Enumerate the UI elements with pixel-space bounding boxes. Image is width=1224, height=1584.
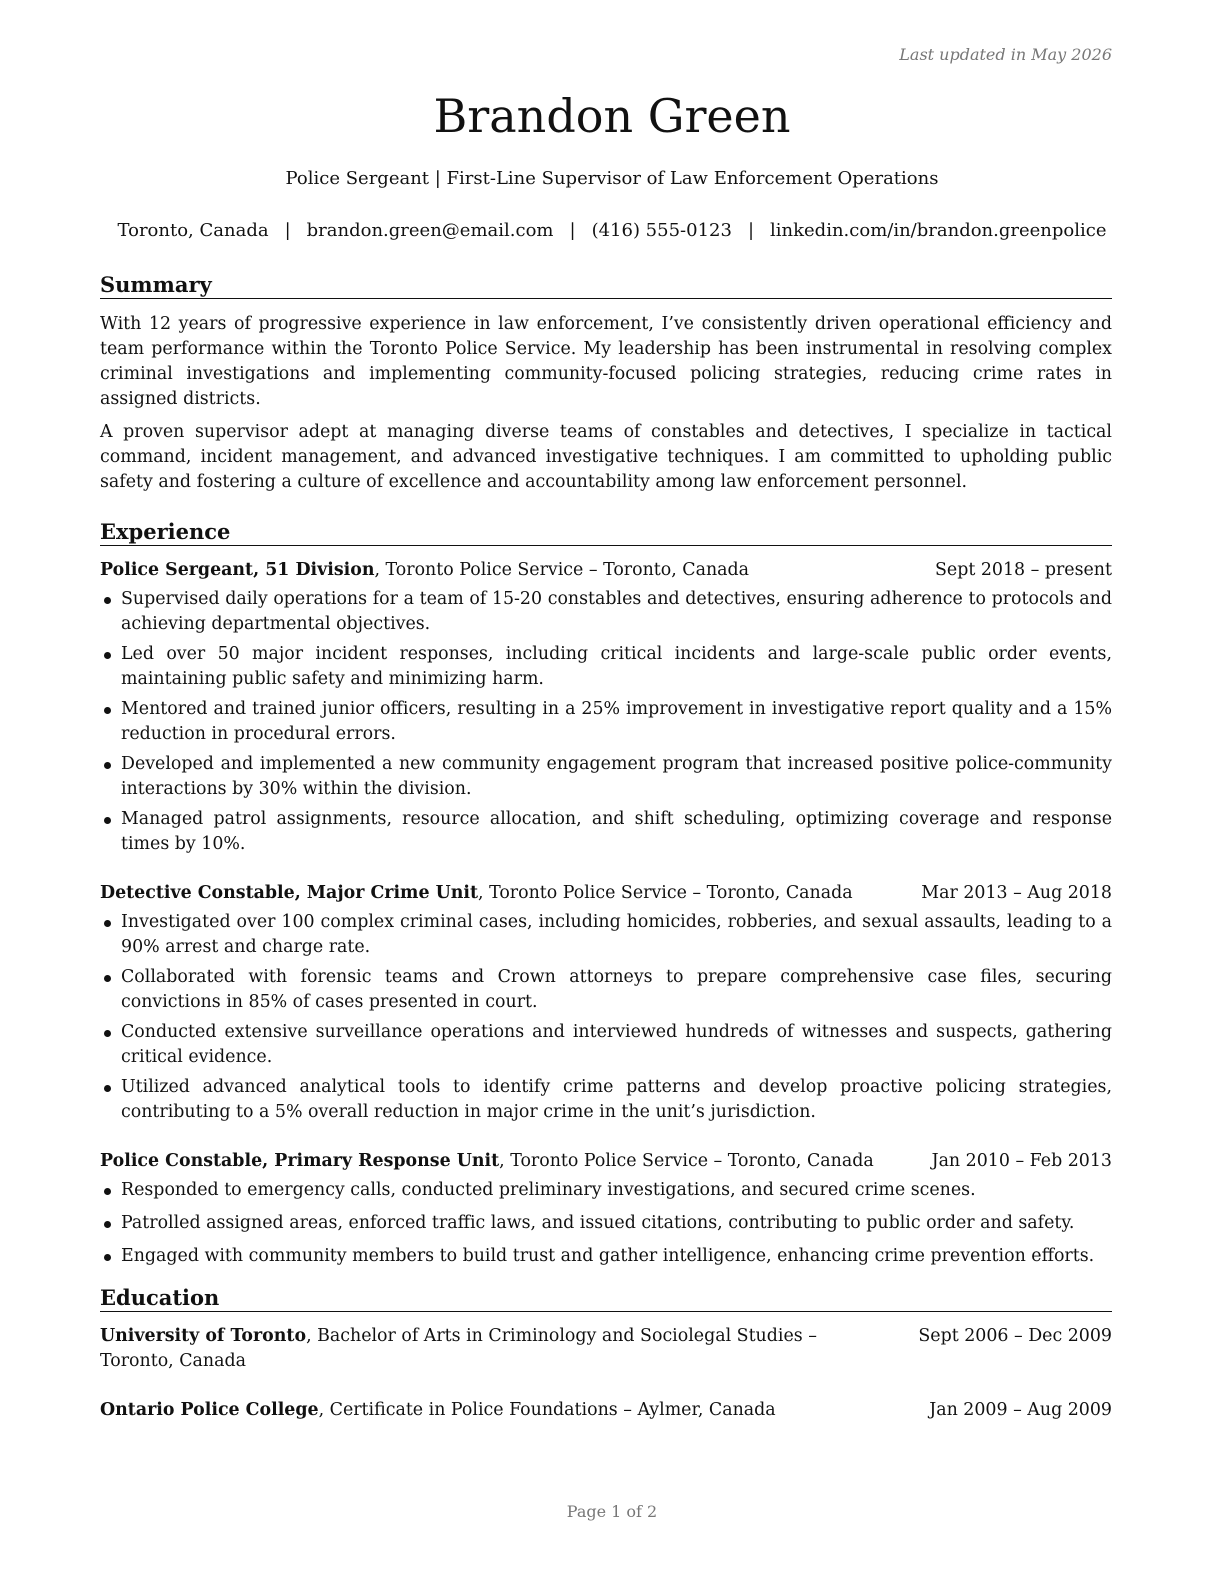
summary-section [100, 270, 1112, 495]
contact-email[interactable]: brandon.green@email.com [306, 220, 554, 241]
contact-linkedin[interactable]: linkedin.com/in/brandon.greenpolice [770, 220, 1107, 241]
job-bullet: Mentored and trained junior officers, resulting in a 25% improvement in investigative report quality and a 15% reduction in procedural errors. [100, 697, 1112, 747]
job-entry [100, 881, 1112, 1125]
job-bullet: Responded to emergency calls, conducted preliminary investigations, and secured crime scenes. [100, 1178, 1112, 1203]
job-bullet: Patrolled assigned areas, enforced traffic laws, and issued citations, contributing to public order and safety. [100, 1211, 1112, 1236]
contact-line [0, 219, 1224, 243]
last-updated-note: Last updated in May 2026 [899, 45, 1112, 64]
education-entry [100, 1324, 1112, 1374]
job-header [100, 558, 1112, 583]
job-entry [100, 558, 1112, 857]
job-org: , Toronto Police Service – Toronto, Canada [478, 883, 853, 903]
education-school: Ontario Police College [100, 1400, 319, 1420]
job-header [100, 881, 1112, 906]
job-bullet: Collaborated with forensic teams and Crown attorneys to prepare comprehensive case files, securing convictions in 85% of cases presented in court. [100, 965, 1112, 1015]
job-role: Police Sergeant, 51 Division [100, 560, 375, 580]
education-detail: , Certificate in Police Foundations – Aylmer, Canada [318, 1400, 776, 1420]
job-bullet: Utilized advanced analytical tools to identify crime patterns and develop proactive policing strategies, contributing to a 5% overall reduction in major crime in the unit’s jurisdiction. [100, 1075, 1112, 1125]
job-bullet: Engaged with community members to build trust and gather intelligence, enhancing crime prevention efforts. [100, 1244, 1112, 1269]
page-number: Page 1 of 2 [566, 1502, 658, 1521]
job-entry [100, 1149, 1112, 1269]
candidate-name: Brandon Green [433, 89, 791, 143]
section-title-education: Education [100, 1283, 1112, 1312]
contact-separator: | [569, 220, 576, 241]
job-bullets [100, 910, 1112, 1125]
job-bullet: Developed and implemented a new community engagement program that increased positive police-community interactions by 30% within the division. [100, 752, 1112, 802]
job-org: , Toronto Police Service – Toronto, Canada [499, 1151, 874, 1171]
summary-paragraph: A proven supervisor adept at managing diverse teams of constables and detectives, I specialize in tactical command, incident management, and advanced investigative techniques. I am committed to upholding public safety and fostering a culture of excellence and accountability among law enforcement personnel. [100, 422, 1112, 492]
education-school: University of Toronto [100, 1326, 307, 1346]
summary-paragraph: With 12 years of progressive experience in law enforcement, I’ve consistently driven operational efficiency and team performance within the Toronto Police Service. My leadership has been instrumental in resolving complex criminal investigations and implementing community-focused policing strategies, reducing crime rates in assigned districts. [100, 314, 1112, 409]
education-dates: Sept 2006 – Dec 2009 [918, 1326, 1112, 1346]
contact-phone[interactable]: (416) 555-0123 [591, 220, 732, 241]
contact-location: Toronto, Canada [117, 220, 269, 241]
education-entry [100, 1398, 1112, 1423]
education-header [100, 1398, 1112, 1423]
education-detail: , Bachelor of Arts in Criminology and Sociolegal Studies – Toronto, Canada [100, 1326, 817, 1371]
section-title-experience: Experience [100, 517, 1112, 546]
education-section [100, 1283, 1112, 1423]
contact-separator: | [284, 220, 291, 241]
resume-content [100, 270, 1112, 1423]
job-bullet: Led over 50 major incident responses, including critical incidents and large-scale public order events, maintaining public safety and minimizing harm. [100, 642, 1112, 692]
headline: Police Sergeant | First-Line Supervisor of Law Enforcement Operations [285, 168, 939, 189]
job-bullet: Conducted extensive surveillance operations and interviewed hundreds of witnesses and suspects, gathering critical evidence. [100, 1020, 1112, 1070]
job-org: , Toronto Police Service – Toronto, Canada [374, 560, 750, 580]
job-dates: Sept 2018 – present [934, 560, 1112, 580]
experience-section [100, 517, 1112, 1269]
education-header [100, 1324, 1112, 1374]
contact-separator: | [747, 220, 755, 241]
job-bullets [100, 587, 1112, 857]
education-dates: Jan 2009 – Aug 2009 [929, 1400, 1112, 1420]
job-role: Detective Constable, Major Crime Unit [100, 883, 479, 903]
job-dates: Jan 2010 – Feb 2013 [931, 1151, 1112, 1171]
job-bullet: Managed patrol assignments, resource allocation, and shift scheduling, optimizing coverage and response times by 10%. [100, 807, 1112, 857]
job-dates: Mar 2013 – Aug 2018 [921, 883, 1112, 903]
job-bullet: Investigated over 100 complex criminal cases, including homicides, robberies, and sexual assaults, leading to a 90% arrest and charge rate. [100, 910, 1112, 960]
job-bullet: Supervised daily operations for a team of 15-20 constables and detectives, ensuring adherence to protocols and achieving departmental objectives. [100, 587, 1112, 637]
job-header [100, 1149, 1112, 1174]
section-title-summary: Summary [100, 270, 1112, 299]
job-role: Police Constable, Primary Response Unit [100, 1151, 500, 1171]
job-bullets [100, 1178, 1112, 1269]
